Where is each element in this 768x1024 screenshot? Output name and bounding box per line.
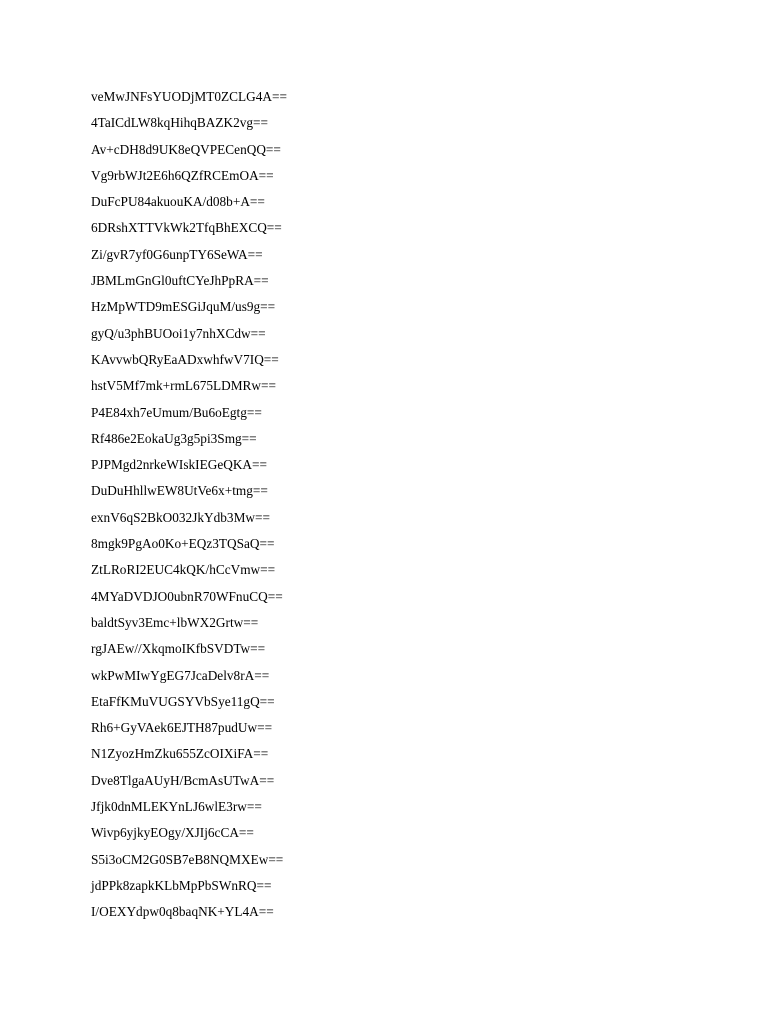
hash-line: hstV5Mf7mk+rmL675LDMRw== <box>91 378 277 394</box>
hash-line: ZtLRoRI2EUC4kQK/hCcVmw== <box>91 562 276 578</box>
hash-line: 8mgk9PgAo0Ko+EQz3TQSaQ== <box>91 536 275 552</box>
hash-line: N1ZyozHmZku655ZcOIXiFA== <box>91 746 269 762</box>
hash-line: Rh6+GyVAek6EJTH87pudUw== <box>91 720 273 736</box>
hash-line: 4MYaDVDJO0ubnR70WFnuCQ== <box>91 588 283 604</box>
hash-line: Jfjk0dnMLEKYnLJ6wlE3rw== <box>91 799 262 815</box>
hash-line: baldtSyv3Emc+lbWX2Grtw== <box>91 614 259 630</box>
hash-line: DuDuHhllwEW8UtVe6x+tmg== <box>91 483 268 499</box>
hash-line: gyQ/u3phBUOoi1y7nhXCdw== <box>91 325 266 341</box>
hash-line: PJPMgd2nrkeWIskIEGeQKA== <box>91 457 268 473</box>
hash-list <box>91 84 287 926</box>
hash-line: rgJAEw//XkqmoIKfbSVDTw== <box>91 641 266 657</box>
hash-line: P4E84xh7eUmum/Bu6oEgtg== <box>91 404 262 420</box>
hash-line: jdPPk8zapkKLbMpPbSWnRQ== <box>91 877 272 893</box>
hash-line: KAvvwbQRyEaADxwhfwV7IQ== <box>91 351 279 367</box>
hash-line: EtaFfKMuVUGSYVbSye11gQ== <box>91 693 275 709</box>
hash-line: Rf486e2EokaUg3g5pi3Smg== <box>91 430 257 446</box>
hash-line: JBMLmGnGl0uftCYeJhPpRA== <box>91 273 269 289</box>
hash-line: wkPwMIwYgEG7JcaDelv8rA== <box>91 667 270 683</box>
hash-line: 6DRshXTTVkWk2TfqBhEXCQ== <box>91 220 282 236</box>
hash-line: DuFcPU84akuouKA/d08b+A== <box>91 194 265 210</box>
hash-line: 4TaICdLW8kqHihqBAZK2vg== <box>91 115 269 131</box>
hash-line: Vg9rbWJt2E6h6QZfRCEmOA== <box>91 167 274 183</box>
hash-line: Zi/gvR7yf0G6unpTY6SeWA== <box>91 246 263 262</box>
hash-line: veMwJNFsYUODjMT0ZCLG4A== <box>91 89 287 104</box>
hash-line: HzMpWTD9mESGiJquM/us9g== <box>91 299 276 315</box>
hash-line: I/OEXYdpw0q8baqNK+YL4A== <box>91 904 274 920</box>
hash-line: Av+cDH8d9UK8eQVPECenQQ== <box>91 141 281 157</box>
hash-line: Dve8TlgaAUyH/BcmAsUTwA== <box>91 772 275 788</box>
hash-line: S5i3oCM2G0SB7eB8NQMXEw== <box>91 851 284 867</box>
hash-line: exnV6qS2BkO032JkYdb3Mw== <box>91 509 271 525</box>
hash-line: Wivp6yjkyEOgy/XJIj6cCA== <box>91 825 254 841</box>
